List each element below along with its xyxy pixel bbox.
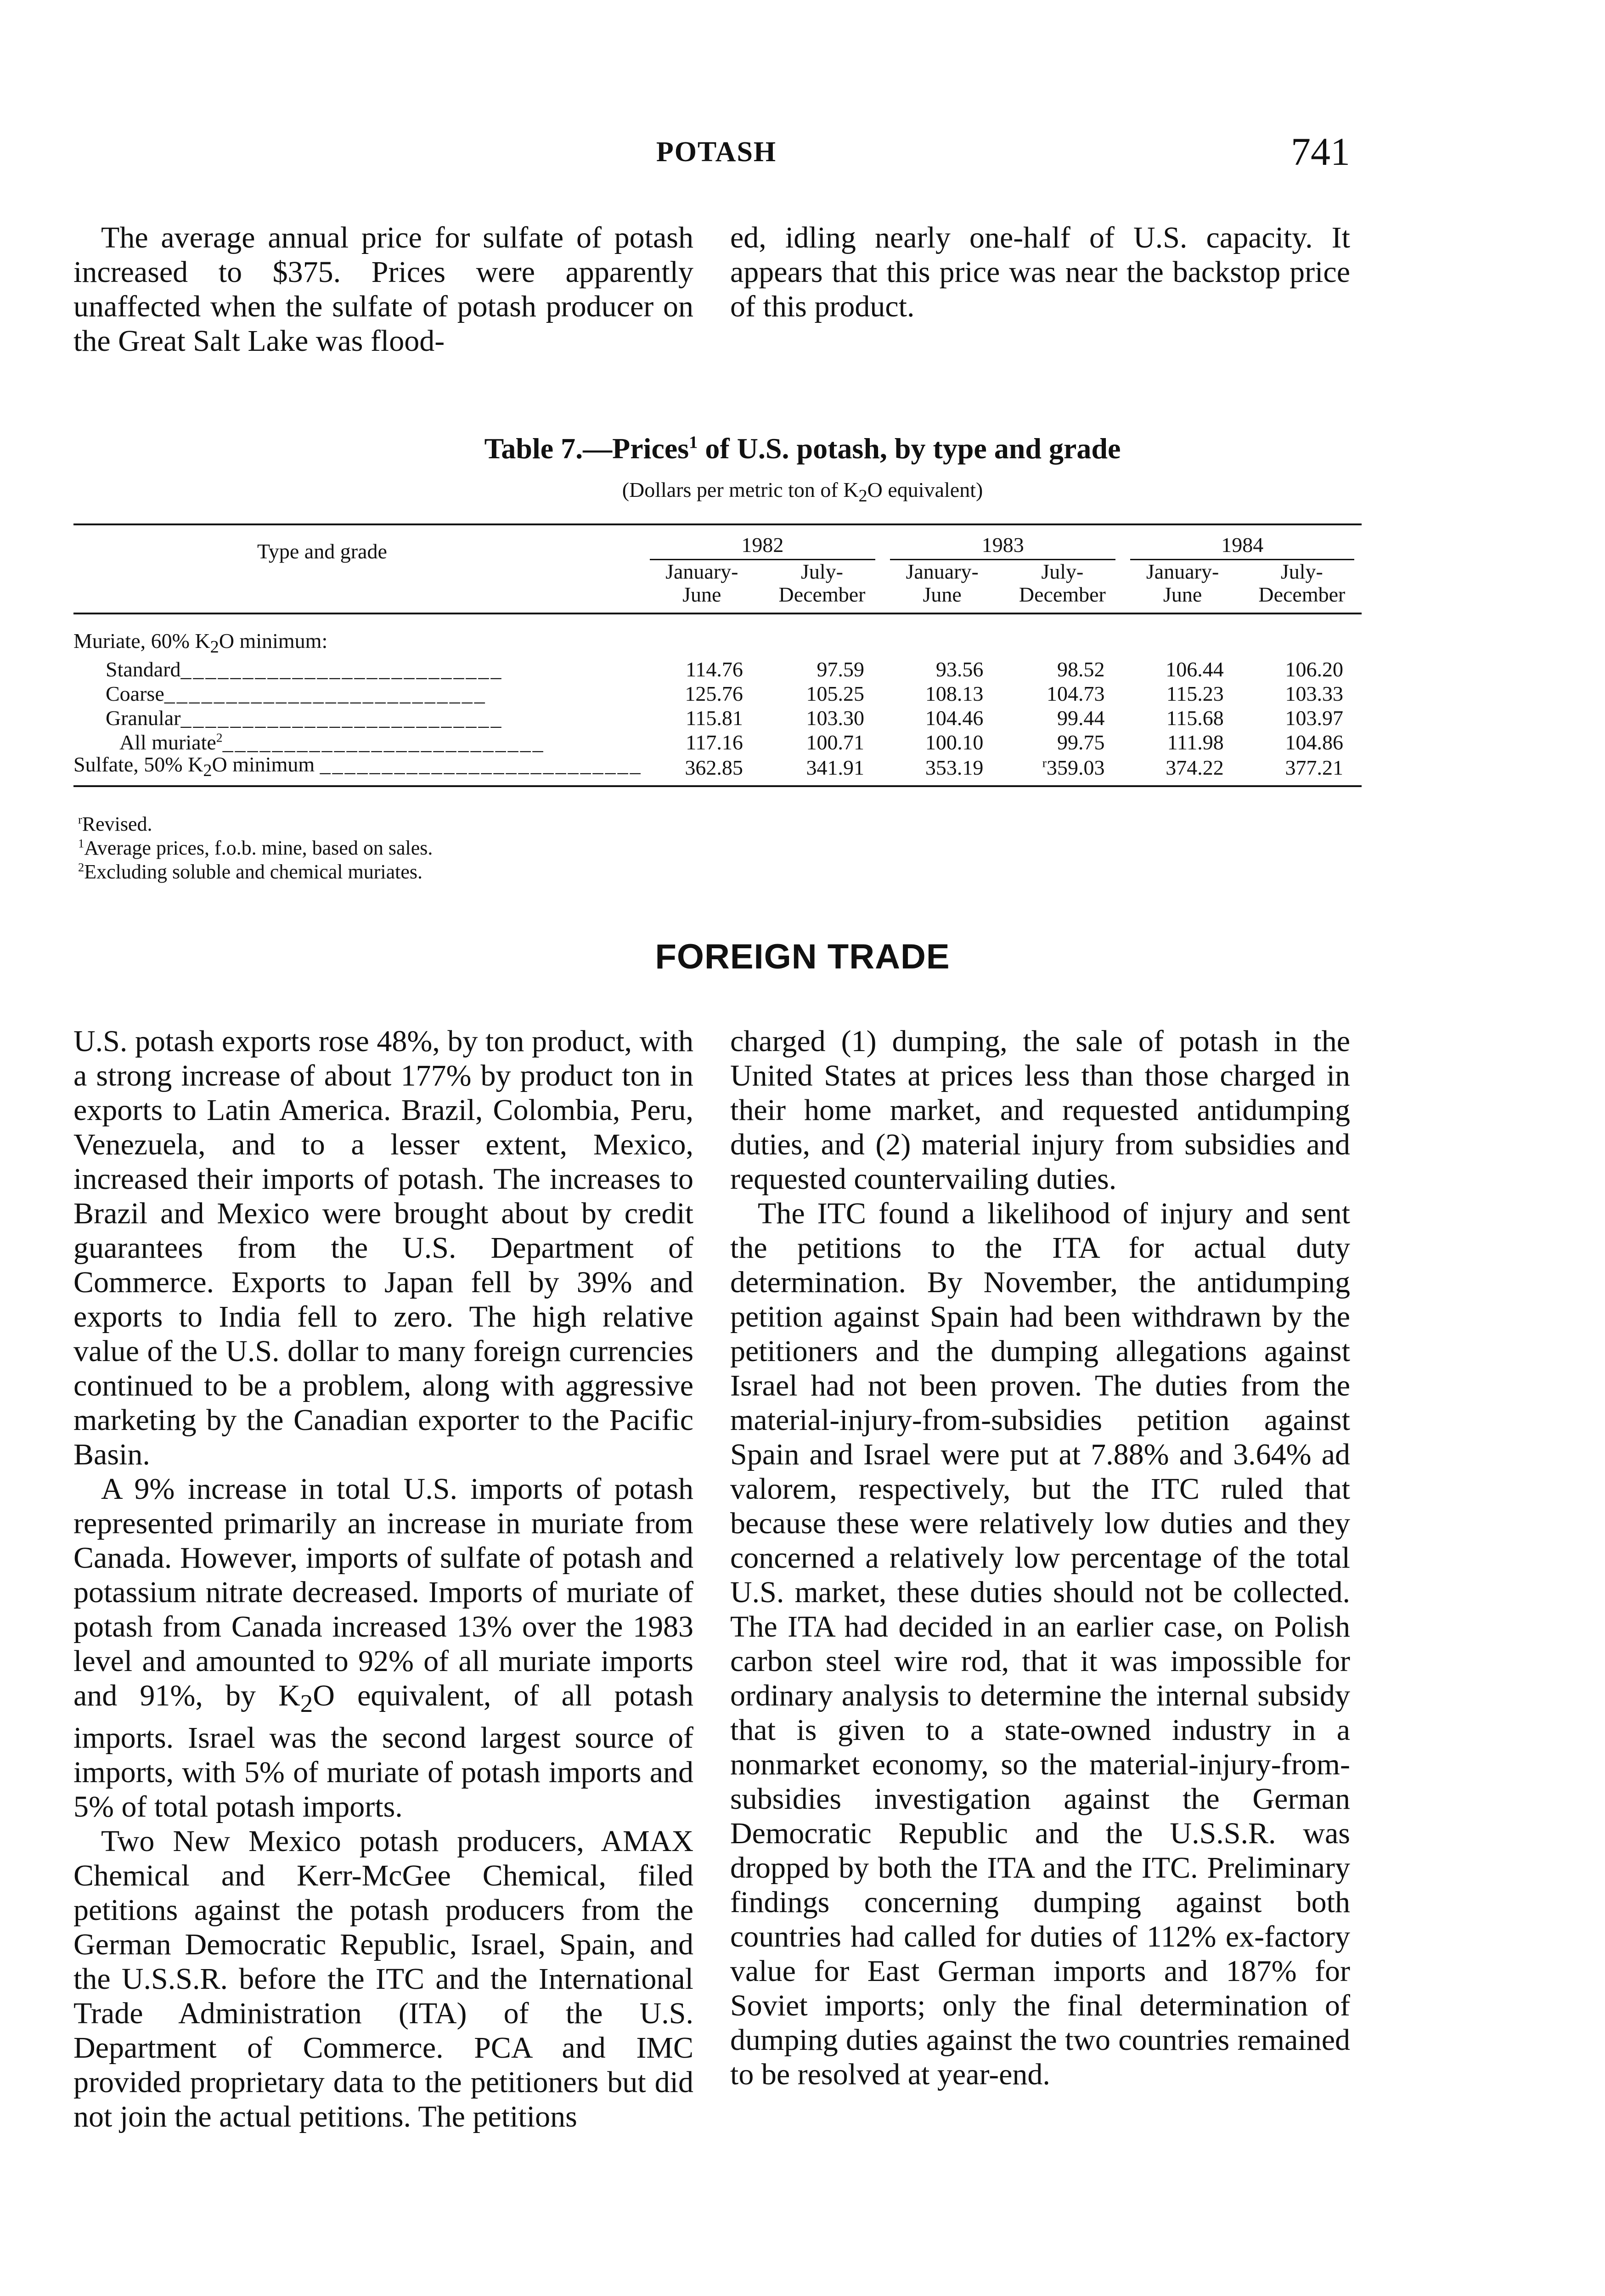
left-body-column bbox=[73, 1024, 693, 2134]
footnote: $^r$Revised. bbox=[78, 812, 152, 835]
cell: 104.86 bbox=[1285, 731, 1343, 754]
right-body-column bbox=[730, 1024, 1350, 2092]
table-row bbox=[73, 657, 1362, 681]
cell: 377.21 bbox=[1285, 756, 1343, 780]
period-header: January- June bbox=[1146, 560, 1219, 606]
running-header: POTASH bbox=[656, 136, 777, 168]
row-label: Sulfate, 50% $K_2O$ minimum __________________________ bbox=[73, 754, 642, 781]
page-number: 741 bbox=[1291, 129, 1350, 174]
paragraph: The ITC found a likelihood of injury and sent the petitions to the ITA for actual duty determination. By November, the antidumping petition against Spain had been withdrawn by the petitioners and the dumping allegations against Israel had not been proven. The duties from the material-injury-from-subsidies petition against Spain and Israel were put at 7.88% and 3.64% ad valorem, respectively, but the ITC ruled that because these were relatively low duties and they concerned a relatively low percentage of the total U.S. market, these duties should not be collected. The ITA had decided in an earlier case, on Polish carbon steel wire rod, that it was impossible for ordinary analysis to determine the internal subsidy that is given to a state-owned industry in a nonmarket economy, so the material-injury-from-subsidies investigation against the German Democratic Republic and the U.S.S.R. was dropped by both the ITA and the ITC. Preliminary findings concerning dumping against both countries had called for duties of 112% ex-factory value for East German imports and 187% for Soviet imports; only the final determination of dumping duties against the two countries remained to be resolved at year-end. bbox=[730, 1197, 1350, 2091]
cell: 106.44 bbox=[1166, 658, 1224, 681]
row-label: All muriate$^2$__________________________ bbox=[119, 730, 545, 754]
year-header: 1982 bbox=[642, 524, 883, 560]
table-row bbox=[73, 681, 1362, 706]
cell: 103.33 bbox=[1285, 682, 1343, 706]
cell: 108.13 bbox=[925, 682, 984, 706]
table-row bbox=[73, 730, 1362, 754]
footnote: $^2$Excluding soluble and chemical muriates. bbox=[78, 860, 422, 883]
cell: 341.91 bbox=[806, 756, 865, 780]
cell: 106.20 bbox=[1285, 658, 1343, 681]
section-heading: FOREIGN TRADE bbox=[655, 937, 950, 976]
cell: 99.75 bbox=[1057, 731, 1105, 754]
year-header: 1983 bbox=[883, 524, 1123, 560]
paragraph: Two New Mexico potash producers, AMAX Chemical and Kerr-McGee Chemical, filed petitions against the potash producers from the German Democratic Republic, Israel, Spain, and the U.S.S.R. before the ITC and the International Trade Administration (ITA) of the U.S. Department of Commerce. PCA and IMC provided proprietary data to the petitioners but did not join the actual petitions. The petitions bbox=[73, 1824, 693, 2134]
paragraph: charged (1) dumping, the sale of potash in the United States at prices less than those charged in their home market, and requested antidumping duties, and (2) material injury from subsidies and requested countervailing duties. bbox=[730, 1024, 1350, 1196]
cell: 111.98 bbox=[1167, 731, 1224, 754]
cell: 97.59 bbox=[817, 658, 865, 681]
period-header: July- December bbox=[1258, 560, 1346, 606]
cell-revised: $^r$359.03 bbox=[1042, 755, 1105, 780]
cell: 103.30 bbox=[806, 706, 865, 730]
group-label: Muriate, 60% $K_2O$ minimum: bbox=[73, 629, 328, 657]
period-header: July- December bbox=[1019, 560, 1106, 606]
year-header: 1984 bbox=[1123, 524, 1362, 560]
cell: 353.19 bbox=[925, 756, 984, 780]
period-header: January- June bbox=[665, 560, 738, 606]
paragraph: A 9% increase in total U.S. imports of potash represented primarily an increase in muriate from Canada. However, imports of sulfate of potash and potassium nitrate decreased. Imports of muriate of potash from Canada increased 13% over the 1983 level and amounted to 92% of all muriate imports and 91%, by $K_2O$ equivalent, of all potash imports. Israel was the second largest source of imports, with 5% of muriate of potash imports and 5% of total potash imports. bbox=[73, 1472, 694, 1824]
period-header: January- June bbox=[906, 560, 979, 606]
cell: 125.76 bbox=[685, 682, 743, 706]
table-year-header-row bbox=[73, 524, 1362, 560]
table-group-row bbox=[73, 613, 1362, 657]
table-subtitle: (Dollars per metric ton of $K_2O$ equivalent) bbox=[622, 478, 983, 506]
cell: 104.46 bbox=[925, 706, 984, 730]
cell: 115.68 bbox=[1166, 706, 1224, 730]
cell: 362.85 bbox=[685, 756, 743, 780]
row-label: Standard__________________________ bbox=[106, 657, 503, 681]
cell: 105.25 bbox=[806, 682, 865, 706]
cell: 117.16 bbox=[686, 731, 743, 754]
cell: 115.81 bbox=[686, 706, 743, 730]
cell: 115.23 bbox=[1166, 682, 1224, 706]
table-title: Table 7.—Prices$^1$ of U.S. potash, by type and grade bbox=[484, 432, 1121, 465]
cell: 98.52 bbox=[1057, 658, 1105, 681]
cell: 100.71 bbox=[806, 731, 865, 754]
row-label: Granular__________________________ bbox=[106, 706, 503, 730]
table-row bbox=[73, 754, 1362, 786]
intro-left-column bbox=[73, 220, 693, 358]
cell: 103.97 bbox=[1285, 706, 1343, 730]
cell: 104.73 bbox=[1046, 682, 1105, 706]
intro-right-column bbox=[730, 220, 1350, 324]
cell: 100.10 bbox=[925, 731, 984, 754]
cell: 374.22 bbox=[1166, 756, 1224, 780]
period-header: July- December bbox=[778, 560, 866, 606]
intro-paragraph-end: ed, idling nearly one-half of U.S. capacity. It appears that this price was near the backstop price of this product. bbox=[730, 221, 1350, 323]
cell: 99.44 bbox=[1057, 706, 1105, 730]
paragraph: U.S. potash exports rose 48%, by ton product, with a strong increase of about 177% by product ton in exports to Latin America. Brazil, Colombia, Peru, Venezuela, and to a lesser extent, Mexico, increased their imports of potash. The increases to Brazil and Mexico were brought about by credit guarantees from the U.S. Department of Commerce. Exports to Japan fell by 39% and exports to India fell to zero. The high relative value of the U.S. dollar to many foreign currencies continued to be a problem, along with aggressive marketing by the Canadian exporter to the Pacific Basin. bbox=[73, 1024, 693, 1471]
intro-paragraph-start: The average annual price for sulfate of potash increased to $375. Prices were apparently unaffected when the sulfate of potash producer on the Great Salt Lake was flood- bbox=[73, 221, 693, 358]
row-label: Coarse__________________________ bbox=[106, 681, 487, 705]
cell: 93.56 bbox=[935, 658, 984, 681]
table-row bbox=[73, 706, 1362, 730]
prices-table bbox=[73, 523, 1362, 787]
footnote: $^1$Average prices, f.o.b. mine, based on sales. bbox=[78, 836, 433, 859]
stub-header: Type and grade bbox=[73, 524, 642, 613]
cell: 114.76 bbox=[686, 658, 743, 681]
